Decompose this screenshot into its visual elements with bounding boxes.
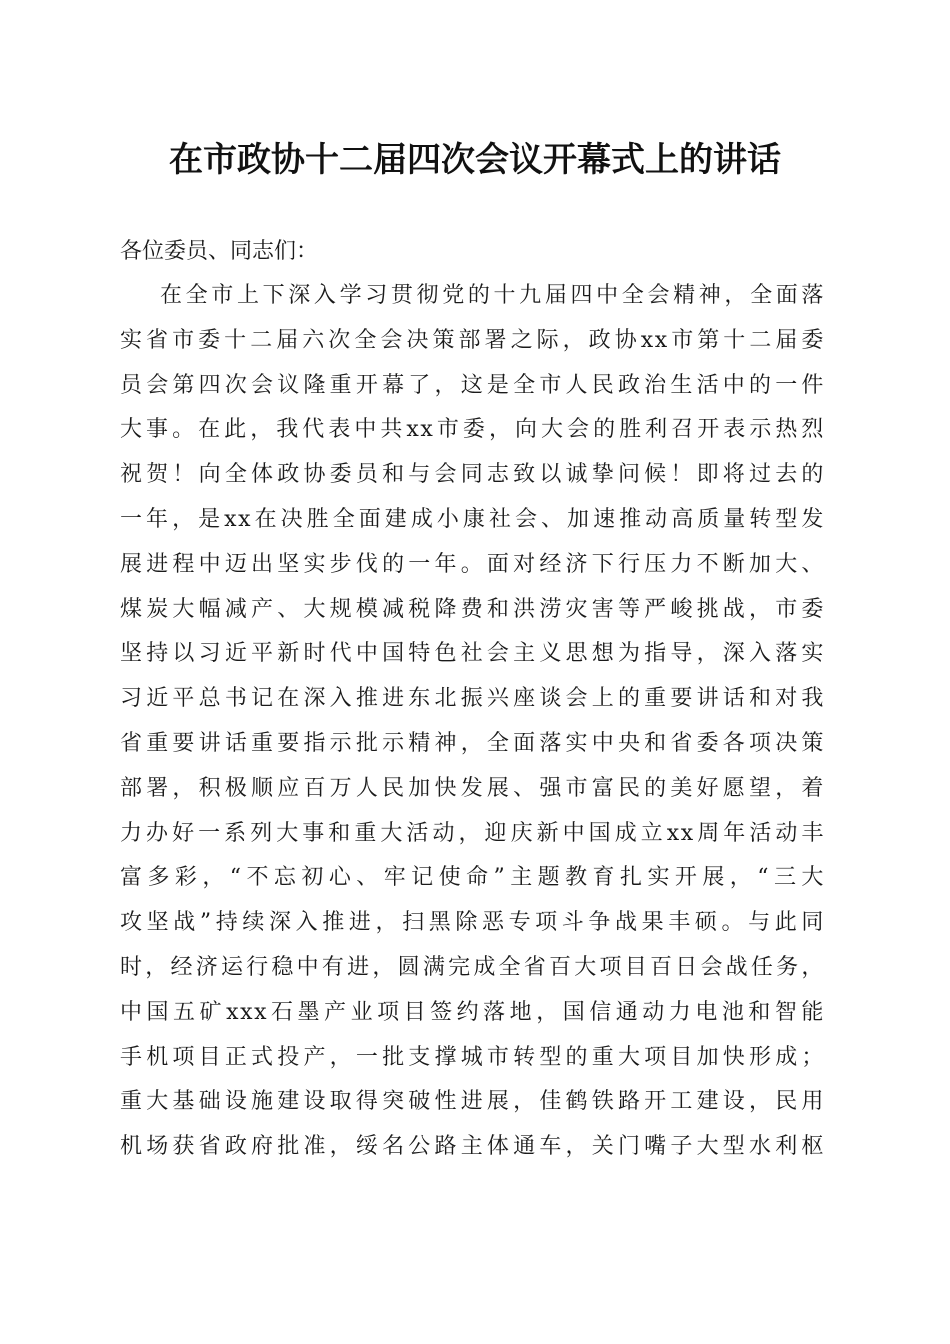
- paragraph-line: 重大基础设施建设取得突破性进展，佳鹤铁路开工建设，民用: [120, 1089, 825, 1115]
- paragraph-line: 员会第四次会议隆重开幕了，这是全市人民政治生活中的一件: [120, 372, 825, 398]
- paragraph-line: 手机项目正式投产，一批支撑城市转型的重大项目加快形成；: [120, 1044, 825, 1070]
- paragraph-line: 机场获省政府批准，绥名公路主体通车，关门嘴子大型水利枢: [120, 1134, 825, 1160]
- body-paragraph: [120, 274, 825, 1170]
- paragraph-line: 攻坚战”持续深入推进，扫黑除恶专项斗争战果丰硕。与此同: [120, 910, 825, 936]
- paragraph-line: 时，经济运行稳中有进，圆满完成全省百大项目百日会战任务，: [120, 954, 825, 980]
- paragraph-line: 富多彩，“不忘初心、牢记使命”主题教育扎实开展，“三大: [120, 865, 825, 891]
- salutation: 各位委员、同志们：: [120, 239, 319, 264]
- paragraph-line: 一年，是xx在决胜全面建成小康社会、加速推动高质量转型发: [120, 506, 825, 532]
- paragraph-line: 中国五矿xxx石墨产业项目签约落地，国信通动力电池和智能: [120, 999, 825, 1025]
- paragraph-line: 展进程中迈出坚实步伐的一年。面对经济下行压力不断加大、: [120, 551, 825, 577]
- paragraph-line: 部署，积极顺应百万人民加快发展、强市富民的美好愿望，着: [120, 775, 825, 801]
- paragraph-line: 省重要讲话重要指示批示精神，全面落实中央和省委各项决策: [120, 730, 825, 756]
- paragraph-line: 坚持以习近平新时代中国特色社会主义思想为指导，深入落实: [120, 641, 825, 667]
- paragraph-line: 煤炭大幅减产、大规模减税降费和洪涝灾害等严峻挑战，市委: [120, 596, 825, 622]
- paragraph-line: 在全市上下深入学习贯彻党的十九届四中全会精神，全面落: [160, 283, 825, 308]
- paragraph-line: 大事。在此，我代表中共xx市委，向大会的胜利召开表示热烈: [120, 417, 825, 443]
- document-title: 在市政协十二届四次会议开幕式上的讲话: [169, 140, 781, 180]
- paragraph-line: 力办好一系列大事和重大活动，迎庆新中国成立xx周年活动丰: [120, 820, 825, 846]
- paragraph-line: 习近平总书记在深入推进东北振兴座谈会上的重要讲话和对我: [120, 686, 825, 712]
- paragraph-line: 实省市委十二届六次全会决策部署之际，政协xx市第十二届委: [120, 327, 825, 353]
- paragraph-line: 祝贺！向全体政协委员和与会同志致以诚挚问候！即将过去的: [120, 462, 825, 488]
